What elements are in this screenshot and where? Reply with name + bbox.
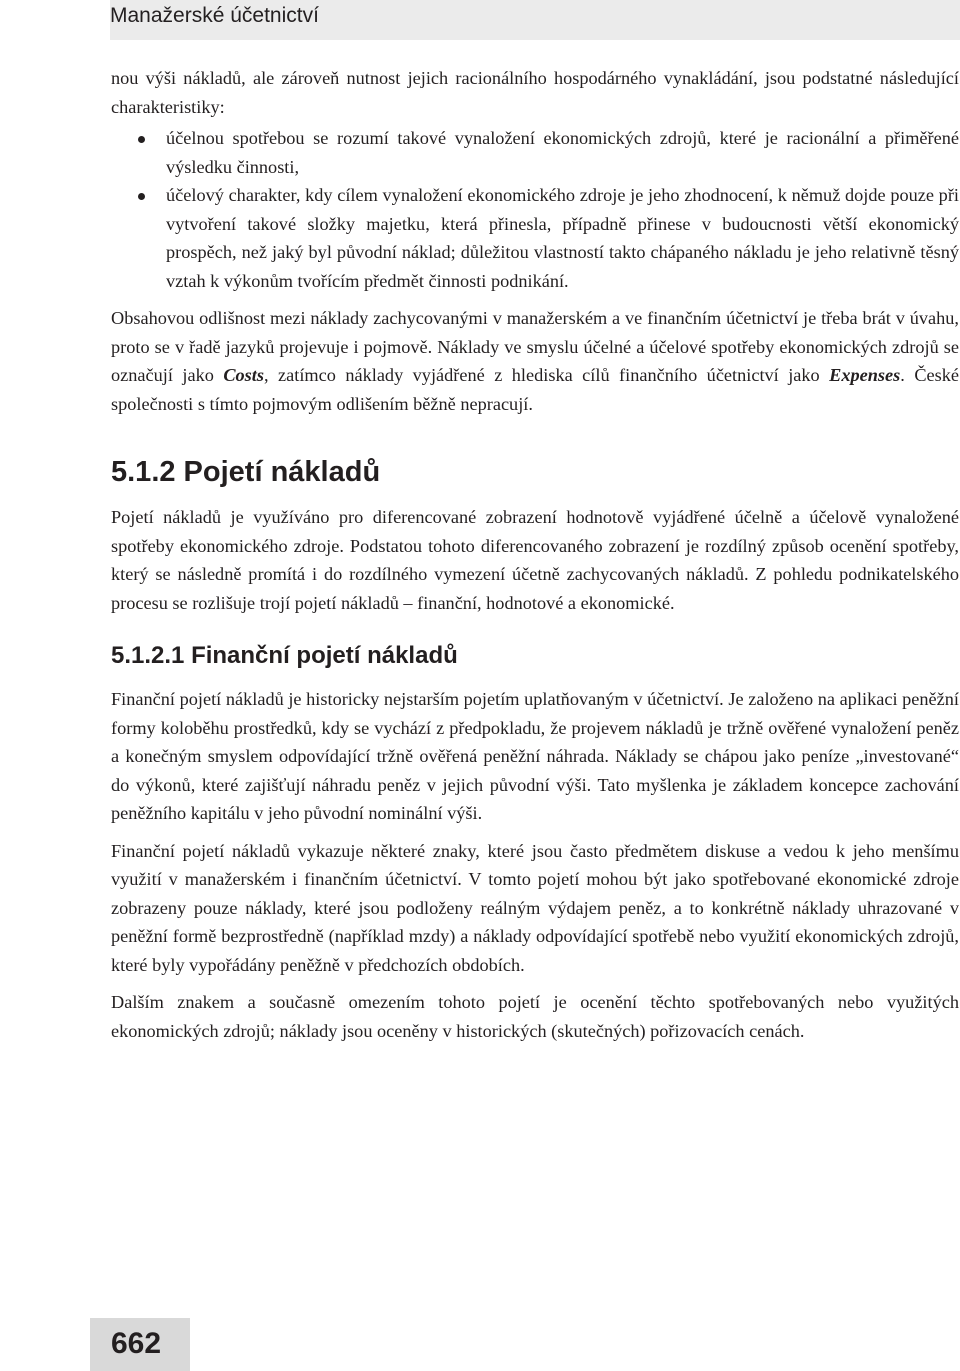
running-header	[110, 0, 960, 40]
paragraph-text: Obsahovou odlišnost mezi náklady zachycovanými v manažerském a ve finančním účetnictví je třeba brát v úvahu, proto se v řadě jazyků projevuje i pojmově. Náklady ve smyslu účelné a účelové spotřeby ekonomických zdrojů se označují jako	[111, 308, 959, 385]
paragraph-text: , zatímco náklady vyjádřené z hlediska cílů finančního účetnictví jako	[263, 365, 830, 385]
section-heading: 5.1.2 Pojetí nákladů	[111, 456, 381, 488]
list-item	[166, 124, 959, 181]
subsection-paragraph: Finanční pojetí nákladů vykazuje některé znaky, které jsou často předmětem diskuse a vedou k jeho menšímu využití v manažerském i finančním účetnictví. V tomto pojetí mohou být jako spotřebované ekonomické zdroje zobrazeny pouze náklady, které jsou podloženy reálným výdajem peněz, a to konkrétně náklady uhrazované v peněžní formě bezprostředně (například mzdy) a náklady odpovídající spotřebě nebo využití ekonomických zdrojů, které byly vypořádány peněžně v předchozích obdobích.	[111, 840, 959, 975]
page-number: 662	[111, 1327, 162, 1360]
list-item-text: účelový charakter, kdy cílem vynaložení ekonomického zdroje je jeho zhodnocení, k němuž dojde pouze při vytvoření takové složky majetku, která přinesla, případně přinese v budoucnosti větší ekonomický prospěch, než jaký byl původní náklad; důležitou vlastností takto chápaného nákladu je jeho relativně těsný vztah k výkonům tvořícím předmět činnosti podnikání.	[166, 185, 959, 291]
list-item-text: účelnou spotřebou se rozumí takové vynaložení ekonomických zdrojů, které je racionální a přiměřené výsledku činnosti,	[166, 128, 959, 177]
costs-expenses-paragraph	[111, 304, 959, 418]
subsection-heading: 5.1.2.1 Finanční pojetí nákladů	[111, 642, 458, 669]
term-costs: Costs	[223, 365, 264, 385]
characteristics-list	[111, 124, 959, 295]
running-header-title: Manažerské účetnictví	[110, 4, 319, 27]
bullet-icon	[138, 193, 145, 200]
page-content	[111, 64, 959, 1045]
list-item	[166, 181, 959, 295]
page-number-box	[90, 1318, 190, 1371]
section-paragraph: Pojetí nákladů je využíváno pro diferencované zobrazení hodnotově vyjádřené účelně a účelově vynaložené spotřeby ekonomického zdroje. Podstatou tohoto diferencovaného zobrazení je rozdílný způsob ocenění spotřeby, který se následně promítá i do rozdílného vymezení účetně zachycovaných nákladů. Z pohledu podnikatelského procesu se rozlišuje trojí pojetí nákladů – finanční, hodnotové a ekonomické.	[111, 507, 959, 613]
intro-paragraph: nou výši nákladů, ale zároveň nutnost jejich racionálního hospodárného vynakládání, jsou podstatné následující charakteristiky:	[111, 68, 959, 117]
bullet-icon	[138, 136, 145, 143]
subsection-paragraph: Dalším znakem a současně omezením tohoto pojetí je ocenění těchto spotřebovaných nebo využitých ekonomických zdrojů; náklady jsou oceněny v historických (skutečných) pořizovacích cenách.	[111, 992, 959, 1041]
paragraph-text: . České společnosti s tímto pojmovým odlišením běžně nepracují.	[111, 365, 959, 414]
subsection-paragraph: Finanční pojetí nákladů je historicky nejstarším pojetím uplatňovaným v účetnictví. Je založeno na aplikaci peněžní formy koloběhu prostředků, kdy se vychází z předpokladu, že projevem nákladů je tržně ověřené vynaložení peněz a konečným smyslem odpovídající tržně ověřená peněžní náhrada. Náklady se chápou jako peníze „investované“ do výkonů, které zajišťují náhradu peněz v jejich původní výši. Tato myšlenka je základem koncepce zachování peněžního kapitálu v jeho původní nominální výši.	[111, 689, 959, 823]
term-expenses: Expenses	[829, 365, 901, 385]
